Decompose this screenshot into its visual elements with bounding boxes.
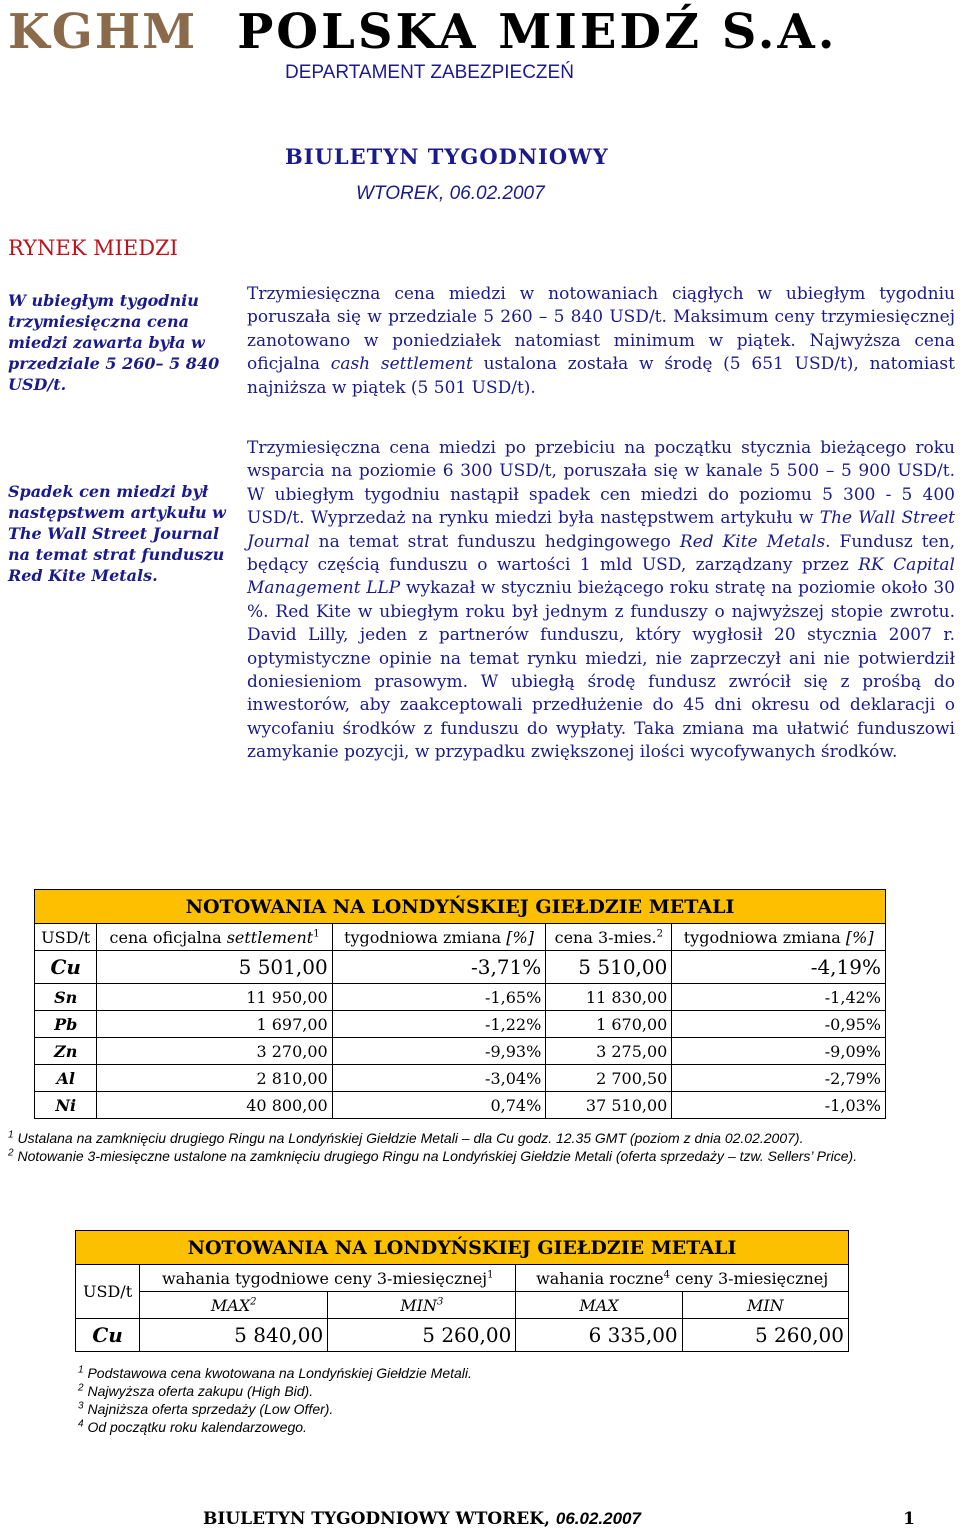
- table-row-zn: [35, 1038, 886, 1065]
- footnote-4-text: Od początku roku kalendarzowego.: [83, 1419, 307, 1435]
- footnote-2: [78, 1382, 778, 1400]
- paragraph-2-text-c: . Fundusz ten, będący częścią funduszu o wartości 1 mld USD, zarządzany przez: [247, 531, 955, 576]
- weekly-min: 5 260,00: [328, 1319, 516, 1352]
- footnote-1-marker: 1: [8, 1129, 14, 1141]
- header-weekly-min: [328, 1292, 516, 1319]
- table-row-pb: [35, 1011, 886, 1038]
- footnote-2-marker: 2: [78, 1382, 84, 1394]
- header-yearly-range-label-b: ceny 3-miesięcznej: [670, 1268, 829, 1288]
- official-price: 3 270,00: [97, 1038, 332, 1065]
- paragraph-2: [247, 437, 955, 765]
- metal-symbol: Al: [35, 1065, 97, 1092]
- paragraph-2-italic-1: The Wall Street Journal: [247, 508, 955, 552]
- sidebar-note-2: Spadek cen miedzi był następstwem artykułu w The Wall Street Journal na temat strat funduszu Red Kite Metals.: [8, 482, 226, 585]
- table-1-title: NOTOWANIA NA LONDYŃSKIEJ GIEŁDZIE METALI: [35, 890, 886, 924]
- header-official-label: cena oficjalna: [109, 927, 227, 947]
- paragraph-2-italic-2: Red Kite Metals: [679, 531, 826, 552]
- bulletin-title: BIULETYN TYGODNIOWY: [285, 144, 609, 169]
- page-number: 1: [903, 1509, 915, 1529]
- footnote-4: [78, 1418, 778, 1436]
- footer-date: 06.02.2007: [555, 1509, 641, 1528]
- metal-symbol: Ni: [35, 1092, 97, 1119]
- company-logo: [8, 6, 948, 58]
- sidebar-note-1: W ubiegłym tygodniu trzymiesięczna cena miedzi zawarta była w przedziale 5 260– 5 840 USD/t.: [8, 291, 220, 394]
- weekly-change-official: 0,74%: [332, 1092, 546, 1119]
- footnote-1: [78, 1364, 778, 1382]
- paragraph-1: [247, 283, 955, 400]
- three-month-price: 37 510,00: [546, 1092, 672, 1119]
- weekly-change-official: -3,04%: [332, 1065, 546, 1092]
- header-footnote-2: 2: [656, 928, 663, 940]
- header-3m-price: [546, 924, 672, 951]
- bulletin-date: WTOREK, 06.02.2007: [356, 183, 545, 204]
- header-footnote-1: 1: [313, 928, 320, 940]
- weekly-change-3m: -1,42%: [672, 984, 886, 1011]
- metal-symbol: Zn: [35, 1038, 97, 1065]
- section-title: RYNEK MIEDZI: [8, 236, 178, 260]
- weekly-change-official: -9,93%: [332, 1038, 546, 1065]
- header-unit: USD/t: [76, 1265, 140, 1319]
- header-official-price: [97, 924, 332, 951]
- weekly-change-official: -3,71%: [332, 951, 546, 984]
- weekly-change-3m: -2,79%: [672, 1065, 886, 1092]
- weekly-max: 5 840,00: [140, 1319, 328, 1352]
- footnote-3-marker: 3: [78, 1400, 84, 1412]
- weekly-change-3m: -4,19%: [672, 951, 886, 984]
- table-row-ni: [35, 1092, 886, 1119]
- footer-title: BIULETYN TYGODNIOWY WTOREK,: [203, 1509, 556, 1529]
- footnote-2: [8, 1147, 948, 1165]
- footnote-3-text: Najniższa oferta sprzedaży (Low Offer).: [83, 1401, 334, 1417]
- table-1-footnotes: [8, 1129, 948, 1165]
- three-month-price: 11 830,00: [546, 984, 672, 1011]
- yearly-max: 6 335,00: [516, 1319, 682, 1352]
- header-official-italic: settlement: [226, 927, 314, 947]
- official-price: 2 810,00: [97, 1065, 332, 1092]
- department-name: DEPARTAMENT ZABEZPIECZEŃ: [285, 62, 574, 83]
- header-weekly-change-2-label: tygodniowa zmiana: [683, 927, 846, 947]
- yearly-min: 5 260,00: [682, 1319, 848, 1352]
- header-weekly-change-2: [672, 924, 886, 951]
- metal-symbol: Cu: [76, 1319, 140, 1352]
- metal-symbol: Pb: [35, 1011, 97, 1038]
- footnote-1: [8, 1129, 948, 1147]
- header-unit: USD/t: [35, 924, 97, 951]
- lme-range-table: [75, 1230, 849, 1352]
- page-footer: [203, 1509, 915, 1529]
- paragraph-1-text-b: ustalona została w środę (5 651 USD/t), natomiast najniższa w piątek (5 501 USD/t).: [247, 354, 955, 398]
- footnote-1-text: Ustalana na zamknięciu drugiego Ringu na Londyńskiej Giełdzie Metali – dla Cu godz. 12.35 GMT (poziom z dnia 02.02.2007).: [13, 1130, 804, 1146]
- header-weekly-change-1-label: tygodniowa zmiana: [344, 927, 507, 947]
- header-weekly-change-1-unit: [%]: [506, 927, 534, 947]
- table-1-header-row: [35, 924, 886, 951]
- header-yearly-min: MIN: [682, 1292, 848, 1319]
- header-weekly-max-label: MAX: [210, 1295, 251, 1315]
- official-price: 5 501,00: [97, 951, 332, 984]
- official-price: 40 800,00: [97, 1092, 332, 1119]
- metal-symbol: Sn: [35, 984, 97, 1011]
- footnote-2-text: Notowanie 3-miesięczne ustalone na zamknięciu drugiego Ringu na Londyńskiej Giełdzie Metali (oferta sprzedaży – tzw. Sellers’ Price).: [13, 1148, 858, 1164]
- header-min-footnote: 3: [436, 1296, 444, 1308]
- three-month-price: 3 275,00: [546, 1038, 672, 1065]
- official-price: 11 950,00: [97, 984, 332, 1011]
- weekly-change-3m: -9,09%: [672, 1038, 886, 1065]
- footnote-1-text: Podstawowa cena kwotowana na Londyńskiej Giełdzie Metali.: [83, 1365, 472, 1381]
- paragraph-2-text-a: Trzymiesięczna cena miedzi po przebiciu na początku stycznia bieżącego roku wsparcia na poziomie 6 300 USD/t, poruszała się w kanale 5 500 – 5 900 USD/t. W ubiegłym tygodniu nastąpił spadek cen miedzi do poziomu 5 300 - 5 400 USD/t. Wyprzedaż na rynku miedzi była następstwem artykułu w: [247, 438, 955, 529]
- three-month-price: 5 510,00: [546, 951, 672, 984]
- table-row-al: [35, 1065, 886, 1092]
- header-weekly-range: [140, 1265, 516, 1292]
- header-weekly-max: [140, 1292, 328, 1319]
- footnote-2-marker: 2: [8, 1147, 14, 1159]
- logo-company-name: POLSKA MIEDŹ S.A.: [237, 4, 838, 60]
- footnote-4-marker: 4: [78, 1418, 84, 1430]
- weekly-change-3m: -0,95%: [672, 1011, 886, 1038]
- header-yearly-max: MAX: [516, 1292, 682, 1319]
- table-row-sn: [35, 984, 886, 1011]
- table-2-footnotes: [78, 1364, 778, 1436]
- paragraph-2-text-d: wykazał w styczniu bieżącego roku stratę na poziomie około 30 %. Red Kite w ubiegłym roku był jednym z funduszy o najwyższej stopie zwrotu. David Lilly, jeden z partnerów funduszu, który wygłosił 20 stycznia 2007 r. optymistyczne opinie na temat rynku miedzi, nie zaprzeczył ani nie potwierdził doniesieniom prasowym. W ubiegłą środę fundusz zwrócił się z prośbą do inwestorów, aby zaakceptowali przedłużenie do 45 dni okresu od deklaracji o wycofaniu środków z funduszu do wypłaty. Taka zmiana ma ułatwić funduszowi zamykanie pozycji, w przypadku zwiększonej ilości wycofywanych środków.: [247, 578, 955, 763]
- header-3m-label: cena 3-mies.: [554, 927, 657, 947]
- three-month-price: 2 700,50: [546, 1065, 672, 1092]
- header-yearly-range-label: wahania roczne: [536, 1268, 664, 1288]
- weekly-change-official: -1,65%: [332, 984, 546, 1011]
- paragraph-2-text-b: na temat strat funduszu hedgingowego: [309, 531, 680, 552]
- footnote-1-marker: 1: [78, 1364, 84, 1376]
- header-weekly-footnote: 1: [487, 1269, 494, 1281]
- footnote-2-text: Najwyższa oferta zakupu (High Bid).: [83, 1383, 314, 1399]
- paragraph-1-text-a: Trzymiesięczna cena miedzi w notowaniach ciągłych w ubiegłym tygodniu poruszała się w przedziale 5 260 – 5 840 USD/t. Maksimum ceny trzymiesięcznej zanotowano w poniedziałek natomiast minimum w piątek. Najwyższa cena oficjalna: [247, 284, 955, 375]
- table-2-title: NOTOWANIA NA LONDYŃSKIEJ GIEŁDZIE METALI: [76, 1231, 849, 1265]
- header-weekly-change-1: [332, 924, 546, 951]
- weekly-change-official: -1,22%: [332, 1011, 546, 1038]
- paragraph-2-italic-3: RK Capital Management LLP: [247, 555, 955, 599]
- footnote-3: [78, 1400, 778, 1418]
- header-yearly-footnote: 4: [663, 1269, 671, 1281]
- official-price: 1 697,00: [97, 1011, 332, 1038]
- lme-quotes-table: [34, 889, 886, 1119]
- table-row-cu: [76, 1319, 849, 1352]
- header-yearly-range: [516, 1265, 849, 1292]
- header-weekly-change-2-unit: [%]: [845, 927, 874, 947]
- header-weekly-range-label: wahania tygodniowe ceny 3-miesięcznej: [161, 1268, 488, 1288]
- header-max-footnote: 2: [250, 1296, 257, 1308]
- table-2-header-row: [76, 1265, 849, 1292]
- metal-symbol: Cu: [35, 951, 97, 984]
- header-weekly-min-label: MIN: [400, 1295, 437, 1315]
- table-2-subheader-row: [76, 1292, 849, 1319]
- weekly-change-3m: -1,03%: [672, 1092, 886, 1119]
- paragraph-1-italic: cash settlement: [330, 354, 473, 375]
- logo-kghm: KGHM: [8, 4, 198, 60]
- three-month-price: 1 670,00: [546, 1011, 672, 1038]
- table-row-cu: [35, 951, 886, 984]
